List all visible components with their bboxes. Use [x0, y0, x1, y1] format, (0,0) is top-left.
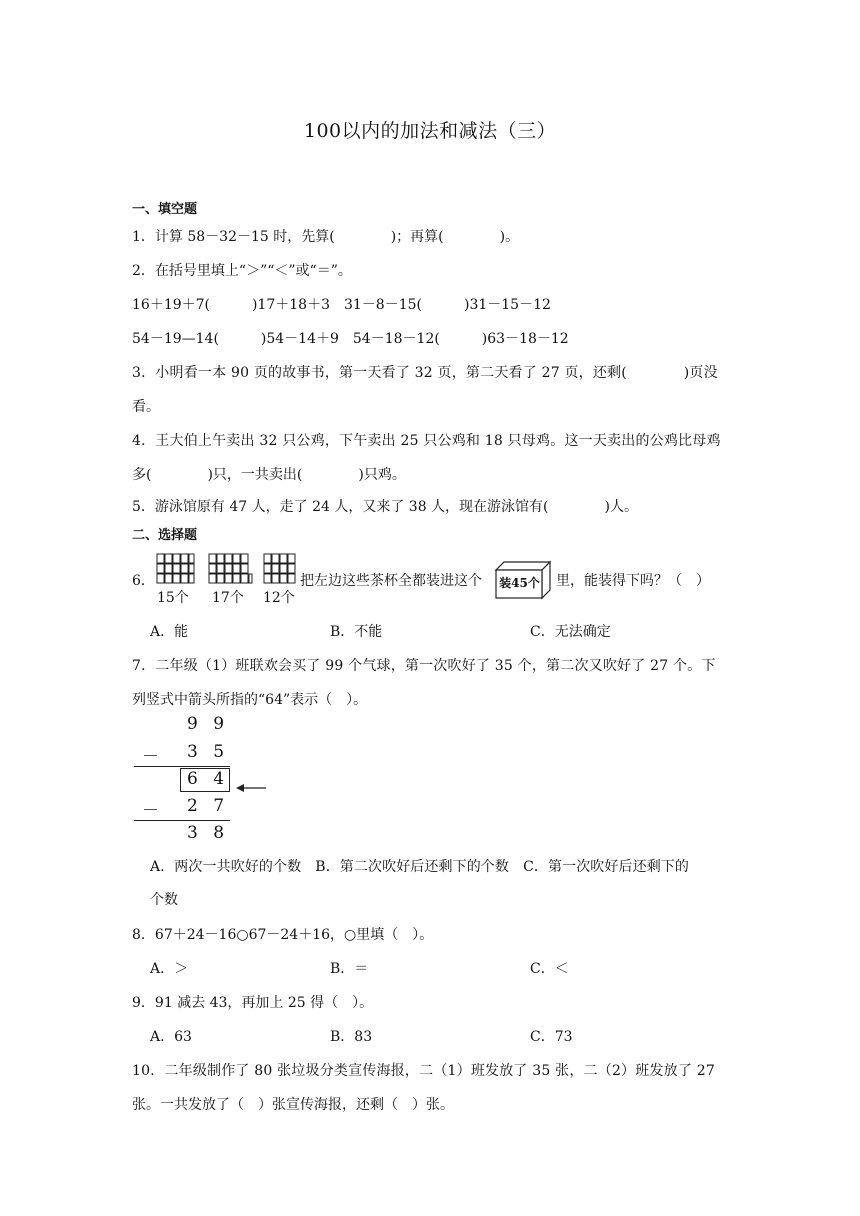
question-10-line-1: 10．二年级制作了 80 张垃圾分类宣传海报，二（1）班发放了 35 张，二（2）班发放了 27	[132, 1063, 715, 1079]
question-6-option-c[interactable]: C．无法确定	[530, 624, 611, 640]
question-5: 5．游泳馆原有 47 人，走了 24 人，又来了 38 人，现在游泳馆有( )人。	[132, 499, 638, 515]
vertical-calculation	[130, 712, 270, 848]
vertical-rule-1	[134, 766, 230, 767]
question-6-option-b[interactable]: B．不能	[330, 624, 383, 640]
question-6-number: 6．	[132, 573, 155, 589]
cups-group-12-icon	[262, 552, 296, 586]
vertical-row-4: 2 7	[187, 796, 230, 816]
vertical-row-1: 9 9	[187, 714, 230, 734]
question-7-line-1: 7．二年级（1）班联欢会买了 99 个气球，第一次吹好了 35 个，第二次又吹好了 27 个。下	[132, 658, 716, 674]
question-6-text-1: 把左边这些茶杯全都装进这个	[300, 573, 482, 589]
question-4-line-2: 多( )只，一共卖出( )只鸡。	[132, 467, 406, 483]
vertical-rule-2	[134, 820, 230, 821]
question-3-line-2: 看。	[132, 399, 160, 415]
question-10-line-2: 张。一共发放了（ ）张宣传海报，还剩（ ）张。	[132, 1097, 454, 1113]
vertical-minus-1: －	[142, 747, 159, 767]
question-3-line-1: 3．小明看一本 90 页的故事书，第一天看了 32 页，第二天看了 27 页，还剩( )页没	[132, 365, 718, 381]
question-7-options-line-1[interactable]: A．两次一共吹好的个数 B．第二次吹好后还剩下的个数 C．第一次吹好后还剩下的	[150, 859, 690, 875]
question-4-line-1: 4．王大伯上午卖出 32 只公鸡，下午卖出 25 只公鸡和 18 只母鸡。这一天卖出的公鸡比母鸡	[132, 433, 721, 449]
section-choice-heading: 二、选择题	[132, 528, 198, 543]
question-8: 8．67＋24－16○67－24＋16，○里填（ ）。	[132, 927, 434, 943]
question-2: 2．在括号里填上“＞”“＜”或“＝”。	[132, 263, 352, 279]
question-8-option-c[interactable]: C．＜	[530, 961, 569, 977]
question-8-option-a[interactable]: A．＞	[150, 961, 189, 977]
cups-12-label: 12个	[263, 590, 295, 606]
cups-17-label: 17个	[212, 590, 244, 606]
vertical-minus-2: －	[142, 801, 159, 821]
vertical-row-3: 6 4	[187, 769, 230, 789]
left-arrow-icon	[236, 778, 266, 797]
question-6-text-2: 里，能装得下吗？（ ）	[556, 573, 710, 589]
cups-15-label: 15个	[157, 590, 189, 606]
question-6-option-a[interactable]: A．能	[150, 624, 189, 640]
question-9-option-b[interactable]: B．83	[330, 1029, 373, 1045]
question-9-option-c[interactable]: C．73	[530, 1029, 573, 1045]
question-1: 1．计算 58－32－15 时，先算( )；再算( )。	[132, 229, 520, 245]
vertical-row-2: 3 5	[187, 742, 230, 762]
page-title: 100以内的加法和减法（三）	[303, 120, 557, 142]
question-7-options-line-2: 个数	[150, 892, 178, 908]
vertical-row-5: 3 8	[187, 823, 230, 843]
box-45-icon	[494, 560, 552, 600]
question-7-line-2: 列竖式中箭头所指的“64”表示（ ）。	[132, 692, 368, 708]
section-fill-in-heading: 一、填空题	[132, 202, 198, 217]
question-8-option-b[interactable]: B．＝	[330, 961, 369, 977]
question-2-row-1: 16＋19＋7( )17＋18＋3 31－8－15( )31－15－12	[132, 297, 551, 313]
cups-group-15-icon	[155, 552, 195, 586]
cups-group-17-icon	[207, 552, 253, 586]
box-45-label: 装45个	[499, 576, 540, 590]
question-9-option-a[interactable]: A．63	[150, 1029, 192, 1045]
question-9: 9．91 减去 43，再加上 25 得（ ）。	[132, 995, 374, 1011]
question-2-row-2: 54－19—14( )54－14＋9 54－18－12( )63－18－12	[132, 331, 569, 347]
